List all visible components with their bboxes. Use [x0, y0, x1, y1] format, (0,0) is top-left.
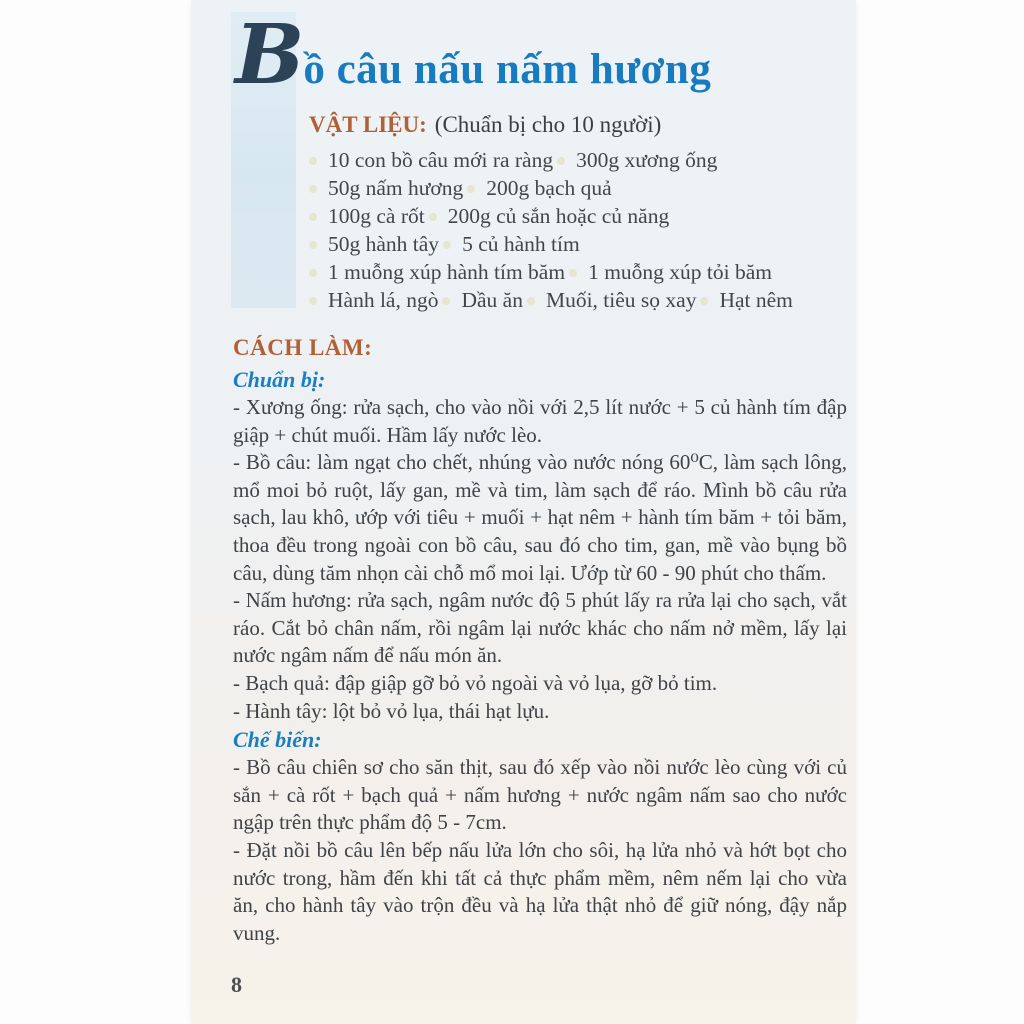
ingredient-text: 10 con bồ câu mới ra ràng — [328, 148, 554, 172]
bullet-icon — [429, 213, 437, 221]
ingredient-item — [429, 204, 670, 228]
ingredient-row — [309, 174, 844, 202]
ingredient-item — [309, 204, 425, 228]
ingredient-item — [309, 260, 565, 284]
bullet-icon — [467, 185, 475, 193]
method-paragraph: - Đặt nồi bồ câu lên bếp nấu lửa lớn cho sôi, hạ lửa nhỏ và hớt bọt cho nước trong, hầm đến khi tất cả thực phẩm mềm, nêm nếm lại cho vừa ăn, cho hành tây vào trộn đều và hạ lửa thật nhỏ để giữ nóng, đậy nắp vung. — [233, 837, 847, 945]
bullet-icon — [700, 297, 708, 305]
ingredient-item — [569, 260, 772, 284]
book-page — [191, 0, 856, 1024]
ingredient-text: Hạt nêm — [719, 288, 793, 312]
ingredient-text: Dầu ăn — [461, 288, 523, 312]
method-body — [233, 365, 847, 947]
ingredients-list — [309, 146, 844, 314]
ingredient-item — [309, 176, 463, 200]
method-subheading: Chế biến: — [233, 727, 322, 753]
bullet-icon — [569, 269, 577, 277]
recipe-title — [235, 7, 712, 103]
bullet-icon — [309, 157, 317, 165]
ingredient-row — [309, 258, 844, 286]
ingredient-item — [557, 148, 717, 172]
bullet-icon — [309, 241, 317, 249]
ingredients-label: VẬT LIỆU: — [309, 112, 427, 137]
ingredient-item — [527, 288, 697, 312]
bullet-icon — [557, 157, 565, 165]
ingredients-header — [309, 110, 844, 140]
page-number: 8 — [231, 972, 242, 997]
method-label: CÁCH LÀM: — [233, 335, 373, 360]
ingredient-text: Muối, tiêu sọ xay — [545, 288, 697, 312]
ingredient-text: 200g bạch quả — [486, 176, 612, 200]
bullet-icon — [442, 297, 450, 305]
ingredient-text: 1 muỗng xúp hành tím băm — [328, 260, 566, 284]
method-section — [233, 333, 847, 947]
ingredient-item — [309, 288, 438, 312]
method-subheading: Chuẩn bị: — [233, 367, 326, 392]
ingredient-row — [309, 202, 844, 230]
bullet-icon — [309, 269, 317, 277]
recipe-title-initial: B — [235, 7, 303, 103]
ingredients-serving-note: (Chuẩn bị cho 10 người) — [434, 112, 662, 137]
ingredient-text: 50g nấm hương — [328, 176, 464, 200]
ingredient-item — [309, 148, 553, 172]
ingredient-item — [443, 232, 580, 256]
method-paragraph: - Hành tây: lột bỏ vỏ lụa, thái hạt lựu. — [233, 698, 550, 723]
ingredient-text: 200g củ sắn hoặc củ năng — [447, 204, 670, 228]
method-paragraph: - Xương ống: rửa sạch, cho vào nồi với 2,5 lít nước + 5 củ hành tím đập giập + chút muối. Hầm lấy nước lèo. — [233, 395, 847, 447]
bullet-icon — [527, 297, 535, 305]
ingredient-row — [309, 146, 844, 174]
bullet-icon — [309, 213, 317, 221]
ingredient-item — [442, 288, 523, 312]
ingredient-text: 50g hành tây — [328, 232, 440, 256]
bullet-icon — [443, 241, 451, 249]
ingredient-item — [467, 176, 611, 200]
ingredient-item — [309, 232, 439, 256]
ingredient-text: 300g xương ống — [576, 148, 718, 172]
ingredient-row — [309, 286, 844, 314]
ingredient-text: 1 muỗng xúp tỏi băm — [588, 260, 773, 284]
ingredient-text: Hành lá, ngò — [328, 288, 439, 312]
ingredient-item — [700, 288, 792, 312]
ingredient-text: 5 củ hành tím — [462, 232, 580, 256]
ingredients-section — [309, 110, 844, 314]
bullet-icon — [309, 297, 317, 305]
ingredient-row — [309, 230, 844, 258]
method-paragraph: - Bồ câu chiên sơ cho săn thịt, sau đó xếp vào nồi nước lèo cùng với củ sắn + cà rốt + bạch quả + nấm hương + nước ngâm nấm sao cho nước ngập trên thực phẩm độ 5 - 7cm. — [233, 755, 847, 835]
method-paragraph: - Bạch quả: đập giập gỡ bỏ vỏ ngoài và vỏ lụa, gỡ bỏ tim. — [233, 670, 718, 695]
method-paragraph: - Bồ câu: làm ngạt cho chết, nhúng vào nước nóng 60⁰C, làm sạch lông, mổ moi bỏ ruột, lấy gan, mề và tim, làm sạch để ráo. Mình bồ câu rửa sạch, lau khô, ướp với tiêu + muối + hạt nêm + hành tím băm + tỏi băm, thoa đều trong ngoài con bồ câu, sau đó cho tim, gan, mề vào bụng bồ câu, dùng tăm nhọn cài chỗ mổ moi lại. Ướp từ 60 - 90 phút cho thấm. — [233, 450, 847, 585]
bullet-icon — [309, 185, 317, 193]
method-paragraph: - Nấm hương: rửa sạch, ngâm nước độ 5 phút lấy ra rửa lại cho sạch, vắt ráo. Cắt bỏ chân nấm, rồi ngâm lại nước khác cho nấm nở mềm, lấy lại nước ngâm nấm để nấu món ăn. — [233, 588, 847, 668]
recipe-title-rest: ồ câu nấu nấm hương — [303, 46, 712, 93]
ingredient-text: 100g cà rốt — [328, 204, 425, 228]
